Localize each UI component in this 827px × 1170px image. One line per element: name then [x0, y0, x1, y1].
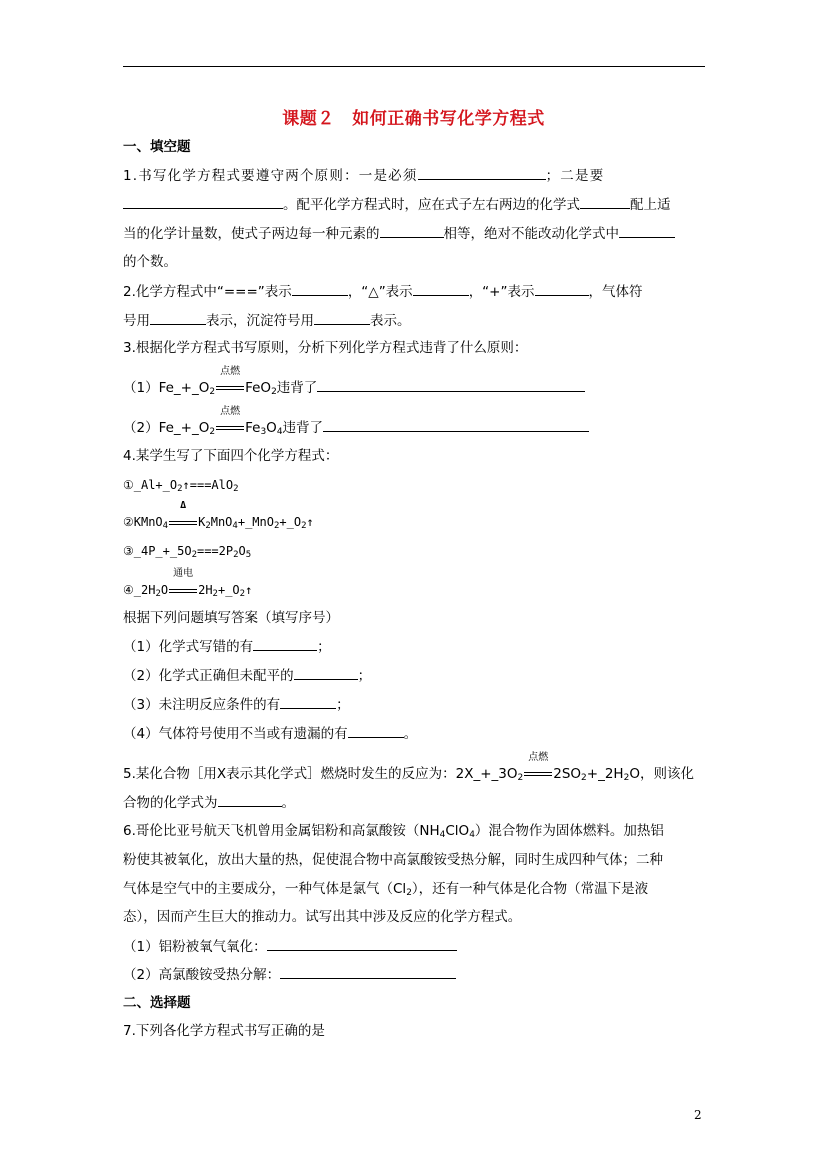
q5-blank[interactable]: [218, 793, 282, 807]
subscript: 3: [260, 427, 267, 437]
q2-blank-5[interactable]: [314, 311, 370, 325]
q6-line3: [123, 880, 648, 898]
subscript: 2: [406, 888, 412, 898]
equation-text: ①_Al+_O: [123, 478, 178, 492]
q2-text: 表示，沉淀符号用: [206, 313, 314, 329]
q2-blank-2[interactable]: [413, 282, 469, 296]
q1-text: 1.书写化学方程式要遵守两个原则：一是必须: [123, 168, 418, 184]
equation-text: +_MnO: [237, 515, 274, 529]
subscript: 2: [271, 387, 277, 397]
q4-stem: 4.某学生写了下面四个化学方程式：: [123, 448, 339, 464]
q4-equation-2: [123, 500, 314, 531]
q6-sub-2: [123, 965, 456, 984]
q1-text: 相等，绝对不能改动化学式中: [443, 226, 619, 242]
subscript: 2: [623, 773, 630, 783]
q2-text: ，气体符: [588, 284, 643, 300]
q6-text: 气体是空气中的主要成分，一种气体是氯气（Cl: [123, 881, 407, 897]
q1-blank-3[interactable]: [580, 195, 630, 209]
subscript: 2: [209, 387, 216, 397]
equation-text: ④_2H: [123, 583, 156, 597]
q1-text: ；二是要: [545, 168, 605, 184]
section-heading-choice: 二、选择题: [123, 995, 191, 1011]
reaction-condition: [168, 500, 198, 531]
subscript: 2: [239, 589, 246, 599]
q6-text: ClO: [445, 823, 470, 839]
subscript: 2: [191, 550, 197, 560]
equation-text: 违背了: [282, 420, 324, 436]
equation-text: O: [266, 420, 277, 436]
q2-line1: [123, 282, 643, 301]
q6-text: ），还有一种气体是化合物（常温下是液: [411, 881, 649, 897]
q3-blank-2[interactable]: [323, 418, 589, 432]
equation-text: （1）Fe_+_O: [123, 380, 210, 396]
q5-text: +_2H: [586, 766, 624, 782]
equation-text: +_O: [217, 583, 240, 597]
answer-label: （2）化学式正确但未配平的: [123, 668, 294, 684]
reaction-condition: [523, 752, 553, 783]
q1-blank-5[interactable]: [619, 224, 675, 238]
subscript: 2: [517, 773, 524, 783]
equals-bar: [169, 589, 197, 593]
q4-answer-2: [123, 666, 371, 685]
subscript: 2: [273, 521, 280, 531]
reaction-condition: [215, 366, 245, 397]
subscript: 2: [233, 550, 239, 560]
q5-line1: [123, 752, 694, 783]
section-heading-fill-in: 一、填空题: [123, 139, 191, 155]
equals-bar: [524, 772, 552, 776]
equation-text: ↑: [306, 515, 314, 529]
equation-text: 违背了: [276, 380, 318, 396]
equation-text: ↑===AlO: [182, 478, 234, 492]
equation-text: FeO: [245, 380, 272, 396]
condition-label: 点燃: [220, 366, 241, 377]
q1-text: 。配平化学方程式时，应在式子左右两边的化学式: [283, 197, 580, 213]
page-number: 2: [694, 1108, 702, 1122]
q2-blank-3[interactable]: [535, 282, 589, 296]
q4-blank-4[interactable]: [348, 724, 404, 738]
subscript: 2: [301, 521, 307, 531]
condition-label: Δ: [180, 500, 187, 511]
answer-label: ；: [336, 697, 350, 713]
q4-answer-1: [123, 637, 331, 656]
q4-equation-3: [123, 542, 251, 560]
subscript: 4: [439, 830, 446, 840]
equation-text: +_O: [279, 515, 302, 529]
reaction-condition: [168, 568, 198, 599]
q4-blank-2[interactable]: [294, 666, 358, 680]
equation-text: MnO: [210, 515, 233, 529]
equation-text: O: [238, 544, 246, 558]
q5-text: 5.某化合物［用X表示其化学式］燃烧时发生的反应为：2X_+_3O: [123, 766, 518, 782]
q1-text: 配上适: [630, 197, 671, 213]
condition-label: 通电: [173, 568, 194, 579]
q1-line1: [123, 166, 604, 185]
subscript: 2: [205, 521, 211, 531]
q2-text: 号用: [123, 313, 150, 329]
subscript: 2: [209, 427, 216, 437]
equation-text: Fe: [245, 420, 261, 436]
answer-label: （1）化学式写错的有: [123, 639, 254, 655]
q2-text: 表示。: [370, 313, 411, 329]
q5-text: O，则该化: [629, 766, 694, 782]
equals-bar: [216, 386, 244, 390]
answer-label: 。: [403, 726, 418, 742]
equation-text: ②KMnO: [123, 515, 163, 529]
page-title: 课题２ 如何正确书写化学方程式: [282, 109, 545, 129]
header-rule: [123, 66, 705, 67]
reaction-condition: [215, 406, 245, 437]
equals-bar: [216, 426, 244, 430]
answer-label: ；: [317, 639, 331, 655]
equation-text: K: [198, 515, 206, 529]
equation-text: O: [160, 583, 169, 597]
answer-label: （4）气体符号使用不当或有遗漏的有: [123, 726, 348, 742]
subscript: 4: [232, 521, 238, 531]
q1-blank-4[interactable]: [380, 224, 444, 238]
q2-blank-1[interactable]: [292, 282, 348, 296]
q4-blank-1[interactable]: [253, 637, 317, 651]
q5-text: 2SO: [553, 766, 582, 782]
q2-text: ，“+”表示: [468, 284, 535, 300]
q1-blank-1[interactable]: [418, 166, 546, 180]
q6-sub-1: [123, 937, 457, 956]
subscript: 4: [162, 521, 169, 531]
q6-text: ）混合物作为固体燃料。加热铝: [474, 823, 664, 839]
equals-bar: [169, 521, 197, 525]
q5-text: 。: [281, 795, 295, 811]
q6-text: （2）高氯酸铵受热分解：: [123, 967, 281, 983]
condition-label: 点燃: [220, 406, 241, 417]
answer-label: （3）未注明反应条件的有: [123, 697, 281, 713]
q6-blank-2[interactable]: [280, 965, 456, 979]
q1-line2: [123, 195, 671, 214]
subscript: 2: [581, 773, 587, 783]
q7-stem: 7.下列各化学方程式书写正确的是: [123, 1023, 325, 1039]
q4-answer-3: [123, 695, 350, 714]
q2-text: 2.化学方程式中“===”表示: [123, 284, 292, 300]
q6-text: 6.哥伦比亚号航天飞机曾用金属铝粉和高氯酸铵（NH: [123, 823, 440, 839]
q4-instruction: 根据下列问题填写答案（填写序号）: [123, 610, 339, 626]
subscript: 2: [212, 589, 218, 599]
equation-text: ===2P: [196, 544, 234, 558]
equation-text: 2H: [198, 583, 213, 597]
equation-text: ↑: [245, 583, 253, 597]
q6-line2: 粉使其被氧化，放出大量的热，促使混合物中高氯酸铵受热分解，同时生成四种气体；二种: [123, 852, 663, 868]
q3-item-1: [123, 366, 585, 397]
q6-line1: [123, 822, 664, 840]
condition-label: 点燃: [528, 752, 549, 763]
q1-text: 当的化学计量数，使式子两边每一种元素的: [123, 226, 380, 242]
q6-blank-1[interactable]: [267, 937, 457, 951]
subscript: 4: [276, 427, 283, 437]
q4-equation-4: [123, 568, 253, 599]
q5-line2: [123, 793, 295, 812]
q3-stem: 3.根据化学方程式书写原则，分析下列化学方程式违背了什么原则：: [123, 340, 528, 356]
subscript: 2: [177, 484, 183, 494]
q3-item-2: [123, 406, 589, 437]
q1-blank-2[interactable]: [123, 195, 283, 209]
q2-line2: [123, 311, 411, 330]
q5-text: 合物的化学式为: [123, 795, 218, 811]
q2-text: ，“△”表示: [347, 284, 413, 300]
q4-answer-4: [123, 724, 417, 743]
equation-text: ③_4P_+_5O: [123, 544, 192, 558]
q4-blank-3[interactable]: [280, 695, 336, 709]
subscript: 5: [245, 550, 252, 560]
subscript: 2: [155, 589, 161, 599]
equation-text: （2）Fe_+_O: [123, 420, 210, 436]
q2-blank-4[interactable]: [150, 311, 206, 325]
subscript: 4: [469, 830, 475, 840]
q4-equation-1: [123, 476, 239, 494]
q3-blank-1[interactable]: [317, 378, 585, 392]
answer-label: ；: [357, 668, 372, 684]
subscript: 2: [233, 484, 239, 494]
q1-line4: 的个数。: [123, 254, 177, 270]
q6-line4: 态），因而产生巨大的推动力。试写出其中涉及反应的化学方程式。: [123, 909, 522, 925]
q1-line3: [123, 224, 675, 243]
q6-text: （1）铝粉被氧气氧化：: [123, 939, 267, 955]
